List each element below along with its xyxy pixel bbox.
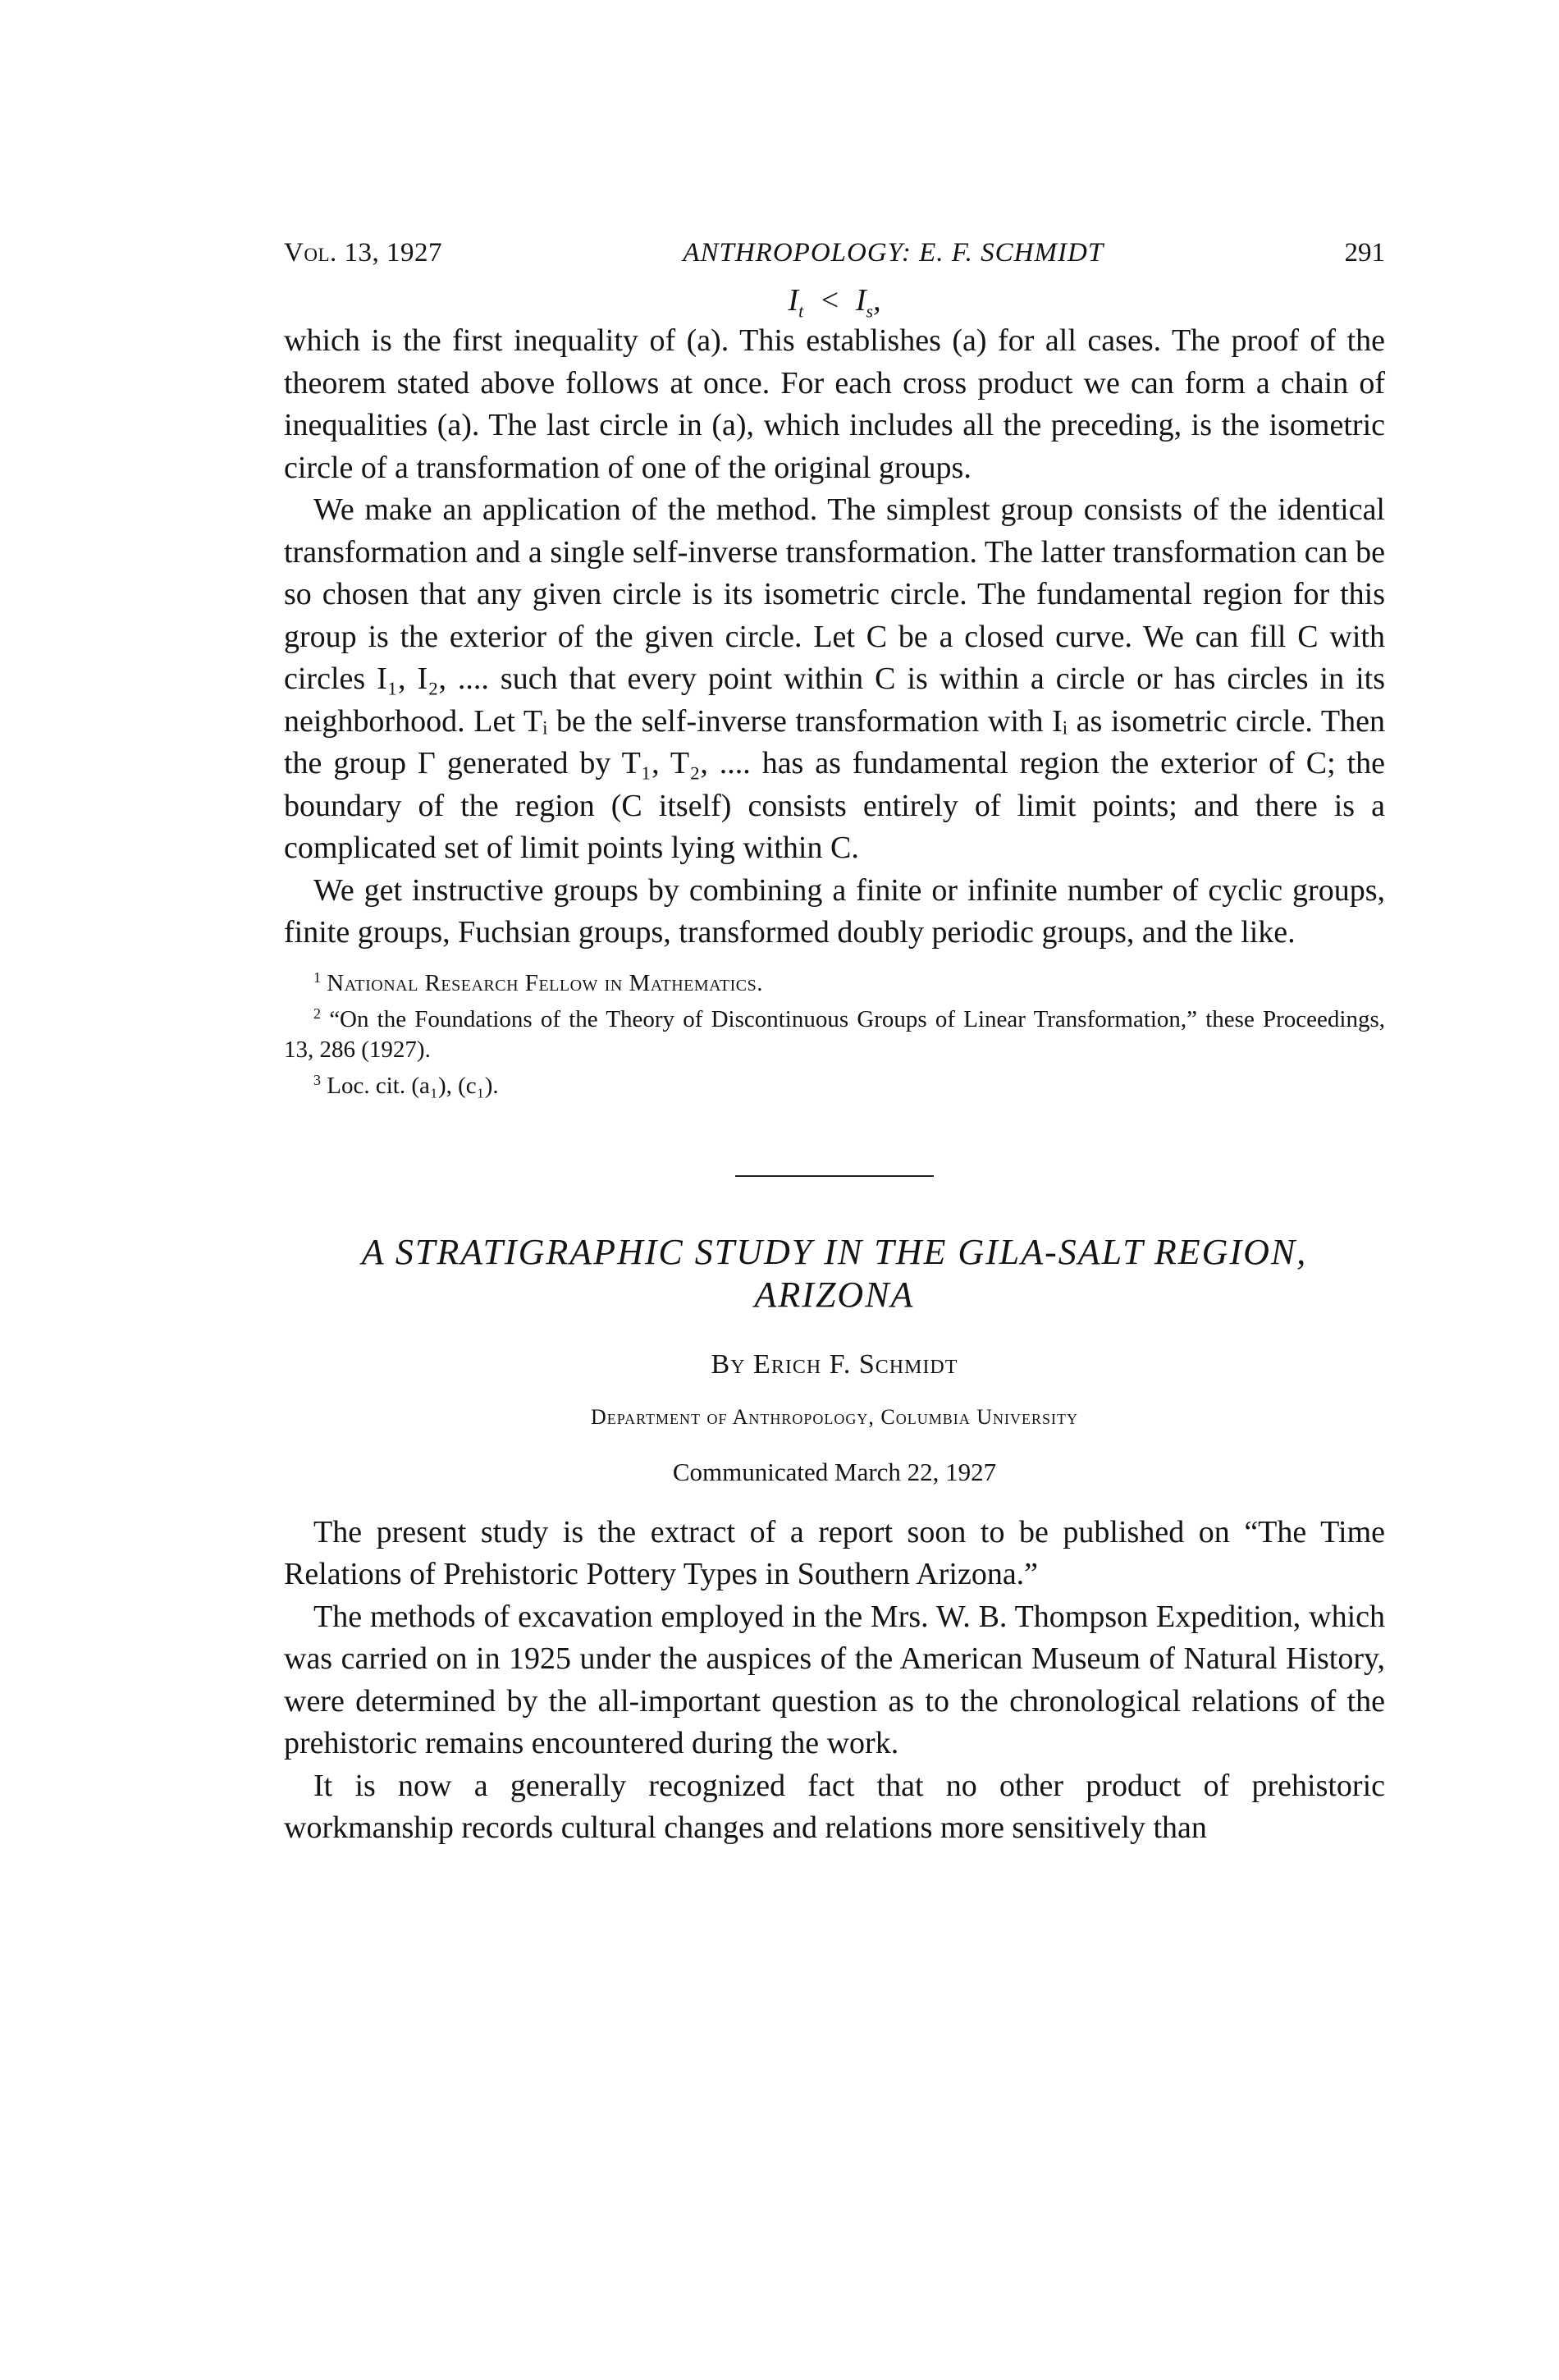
footnote-text: Loc. cit. (a₁), (c₁). [327, 1072, 499, 1099]
body-paragraph: We get instructive groups by combining a finite or infinite number of cyclic groups, finite groups, Fuchsian groups, transformed doubly periodic groups, and the like. [284, 872, 1385, 950]
communicated-date: Communicated March 22, 1927 [672, 1457, 997, 1486]
article-affiliation: Department of Anthropology, Columbia University [590, 1404, 1078, 1429]
footnote-text: “On the Foundations of the Theory of Discontinuous Groups of Linear Transformation,” these Proceedings, 13, 286 (1927). [284, 1005, 1386, 1063]
footnote [284, 963, 1385, 999]
article-byline: By Erich F. Schmidt [711, 1348, 958, 1380]
formula-right: I [855, 283, 866, 318]
body-paragraph: It is now a generally recognized fact that no other product of prehistoric workmanship records cultural changes and relations more sensitively than [284, 1768, 1385, 1845]
inequality-formula [284, 281, 1385, 320]
formula-operator: < [819, 283, 840, 318]
running-head-title: ANTHROPOLOGY: E. F. SCHMIDT [683, 238, 1104, 268]
page-number: 291 [1344, 238, 1385, 268]
body-paragraph: which is the first inequality of (a). This establishes (a) for all cases. The proof of the theorem stated above follows at once. For each cross product we can form a chain of inequalities (a). The last circle in (a), which includes all the preceding, is the isometric circle of a transformation of one of the original groups. [284, 323, 1385, 485]
body-paragraph: We make an application of the method. The simplest group consists of the identical transformation and a single self-inverse transformation. The latter transformation can be so chosen that any given circle is its isometric circle. The fundamental region for this group is the exterior of the given circle. Let C be a closed curve. We can fill C with circles I₁, I₂, .... such that every point within C is within a circle or has circles in its neighborhood. Let Tᵢ be the self-inverse transformation with Iᵢ as isometric circle. Then the group Γ generated by T₁, T₂, .... has as fundamental region the exterior of C; the boundary of the region (C itself) consists entirely of limit points; and there is a complicated set of limit points lying within C. [284, 492, 1385, 865]
footnote-mark: 1 [313, 968, 321, 986]
previous-article-body [284, 320, 1385, 954]
formula-right-subscript: s [866, 300, 874, 322]
article-title: A STRATIGRAPHIC STUDY IN THE GILA-SALT REGION, ARIZONA [361, 1231, 1308, 1315]
journal-page [284, 236, 1385, 1850]
footnotes [284, 963, 1385, 1101]
formula-left-subscript: t [798, 300, 804, 322]
body-paragraph: The present study is the extract of a report soon to be published on “The Time Relations of Prehistoric Pottery Types in Southern Arizona.” [284, 1514, 1385, 1591]
footnote-text: National Research Fellow in Mathematics. [327, 969, 764, 996]
section-divider [735, 1175, 934, 1177]
volume-label: Vol. 13, 1927 [284, 238, 442, 268]
footnote-mark: 3 [313, 1071, 321, 1088]
footnote [284, 999, 1385, 1065]
running-head [284, 236, 1385, 269]
article-body [284, 1512, 1385, 1850]
body-paragraph: The methods of excavation employed in the Mrs. W. B. Thompson Expedition, which was carried on in 1925 under the auspices of the American Museum of Natural History, were determined by the all-important question as to the chronological relations of the prehistoric remains encountered during the work. [284, 1599, 1385, 1760]
footnote [284, 1065, 1385, 1101]
formula-left: I [788, 283, 799, 318]
formula-trail: , [873, 283, 881, 318]
footnote-mark: 2 [313, 1005, 321, 1022]
